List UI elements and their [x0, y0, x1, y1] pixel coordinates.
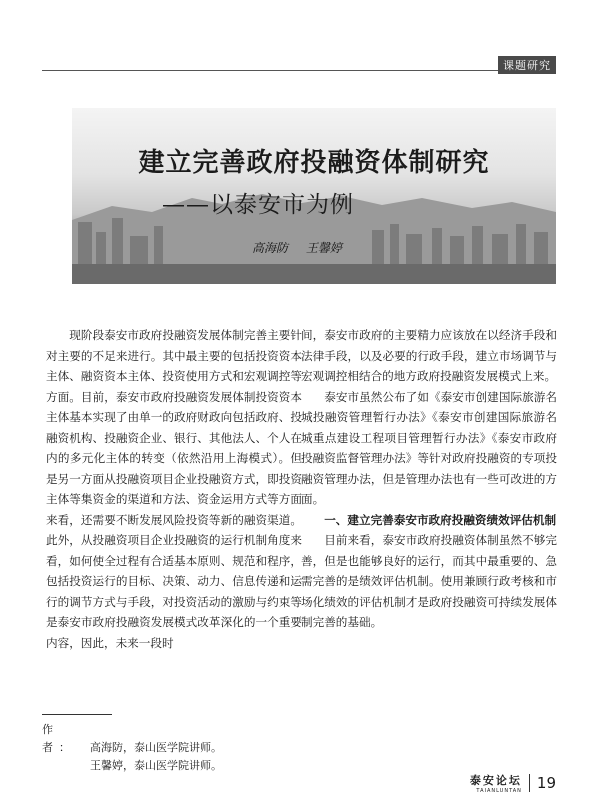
- body-column-left: [46, 325, 302, 653]
- journal-logo: [470, 772, 522, 794]
- body-paragraph: 间，泰安市政府的主要精力应该放在以经济手段和法律手段，以及必要的行政手段，建立市场调节与宏观调控相结合的地方政府投融资发展模式上来。: [301, 328, 557, 383]
- footnote-line: 王馨婷，泰山医学院讲师。: [90, 759, 222, 772]
- body-column-right: [301, 325, 557, 633]
- section-heading: 一、建立完善泰安市政府投融资绩效评估机制: [324, 512, 557, 527]
- author-name: 王馨婷: [305, 241, 342, 255]
- footnote-label: 作 者：: [42, 723, 76, 754]
- article-title: 建立完善政府投融资体制研究: [138, 148, 490, 178]
- journal-pinyin: TAIANLUNTAN: [476, 788, 522, 794]
- body-paragraph: 目前来看，泰安市政府投融资体制虽然不够完善，但是也能够良好的运行，而其中最重要的、急需完善的是绩效评估机制。使用兼顾行政考核和市场化绩效的评估机制才是政府投融资可持续发展体制完善的基础。: [301, 533, 557, 629]
- journal-name: 泰安论坛: [469, 774, 522, 787]
- author-line: [252, 239, 356, 256]
- body-paragraph: 泰安市虽然公布了如《泰安市创建国际旅游名城投融资管理暂行办法》《泰安市创建国际旅游名城重点建设工程项目管理暂行办法》《泰安市政府投融资监督管理办法》等针对政府投融资的专项投融资管理办法，但是管理办法也有一些可改进的方面。: [301, 389, 557, 506]
- author-footnote: [42, 721, 222, 775]
- page-footer: [470, 772, 556, 794]
- section-tag: 课题研究: [498, 56, 556, 74]
- footnote-rule: [42, 714, 112, 715]
- author-name: 高海防: [252, 241, 289, 255]
- footer-divider: [529, 774, 530, 792]
- header-rule: [42, 70, 556, 71]
- article-subtitle: ——以泰安市为例: [162, 192, 354, 218]
- footnote-line: 高海防，泰山医学院讲师。: [90, 741, 222, 754]
- page-number: 19: [536, 774, 556, 792]
- body-paragraph: 现阶段泰安市政府投融资发展体制完善主要针对主要的不足来进行。其中最主要的包括投资资本主体、融资资本主体、投资使用方式和宏观调控等方面。目前，泰安市政府投融资发展体制投资资本主体基本实现了由单一的政府财政向包括政府、投融资机构、投融资企业、银行、其他法人、个人在内的多元化主体的转变（依然沿用上海模式）。但是另一方面从投融资项目企业投融资方式，即投资主体等集资金的渠道和方法、资金运用方式等方面来看，还需要不断发展风险投资等新的融资渠道。此外，从投融资项目企业投融资的运行机制角度来看，如何使全过程有合适基本原则、规范和程序，包括投资运行的目标、决策、动力、信息传递和运行的调节方式与手段，对投资活动的激励与约束等是泰安市政府投融资发展模式改革深化的一个重要内容，因此，未来一段时: [46, 328, 302, 650]
- title-banner: [72, 108, 556, 284]
